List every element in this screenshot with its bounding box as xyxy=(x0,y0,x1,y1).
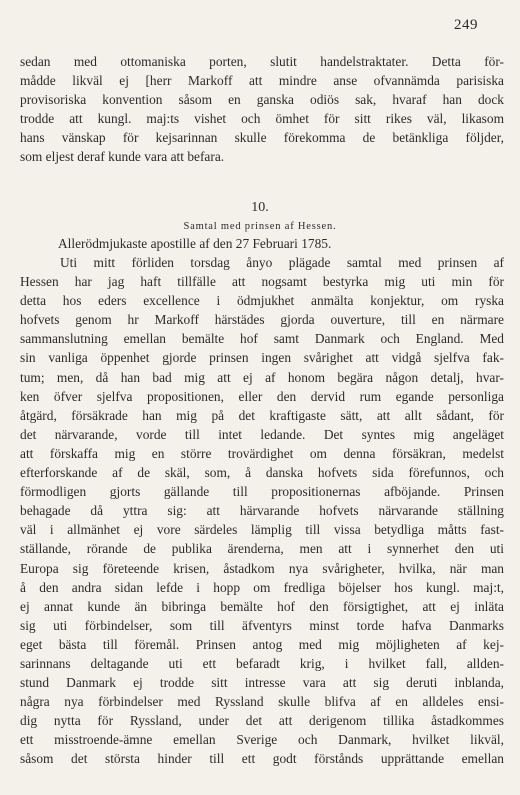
section-number: 10. xyxy=(251,200,269,215)
text-line: sig uti förbindelser, som till äfventyrs minst torde hafva Danmarks xyxy=(20,617,504,633)
text-line: sin vanliga öppenhet gjorde prinsen ingen svårighet att vidgå sjelfva fak- xyxy=(20,350,504,366)
text-line: som eljest deraf kunde vara att befara. xyxy=(20,149,225,165)
text-line: ett misstroende-ämne emellan Sverige och Danmark, hvilket likväl, xyxy=(20,732,504,748)
text-line: såsom det största hinder till ett godt förstånds upprättande emellan xyxy=(20,751,504,767)
text-line: några nya förbindelser med Ryssland skulle blifva af en alldeles ensi- xyxy=(20,694,504,710)
text-line: sammanslutning emellan bemälte hof samt Danmark och England. Med xyxy=(20,331,504,347)
text-line: hofvets genom hr Markoff härstädes gjorda ouverture, till en närmare xyxy=(20,312,504,328)
text-line: å den andra sidan lefde i hopp om fredliga böjelser hos kungl. maj:t, xyxy=(20,579,504,595)
text-line: Hessen har jag haft tillfälle att nogsamt bestyrka mig uti min för xyxy=(20,274,504,290)
text-line: eget bästa till föremål. Prinsen antog med mig möjligheten af kej- xyxy=(20,636,504,652)
text-line: efterforskande af de skäl, som, å danska hofvets sida förefunnos, och xyxy=(20,465,504,481)
text-line: stund Danmark ej trodde sitt intresse vara att sig deruti inblanda, xyxy=(20,675,504,691)
text-line: ken öfver sjelfva propositionen, eller den dervid rum egande personliga xyxy=(20,388,504,404)
text-line: dig nytta för Ryssland, under det att derigenom tillika åstadkommes xyxy=(20,713,504,729)
letter-salutation: Allerödmjukaste apostille af den 27 Februari 1785. xyxy=(58,236,332,251)
text-line: ej annat kunde än bibringa bemälte hof den försigtighet, att ej inläta xyxy=(20,598,504,614)
text-line: det närvarande, vorde till intet ledande. Det syntes mig angeläget xyxy=(20,426,504,442)
text-line: mådde likväl ej [herr Markoff att mindre anse ofvannämda parisiska xyxy=(20,73,504,89)
text-line: detta hos eders excellence i ödmjukhet anmälta konjektur, om ryska xyxy=(20,293,504,309)
text-line: väl i allmänhet ej vore särdeles lämplig till vissa betydliga måtts fast- xyxy=(20,522,504,538)
text-line: att förskaffa mig en större trovärdighet om denna försäkran, medelst xyxy=(20,445,504,461)
text-line: ställande, rörande de publika ärenderna, men att i synnerhet den uti xyxy=(20,541,504,557)
text-line: trodde att kungl. maj:ts vishet och ömhet för sitt rikes väl, likasom xyxy=(20,111,504,127)
text-line: sedan med ottomaniska porten, slutit handelstraktater. Detta för- xyxy=(20,54,504,69)
text-line: tum; men, då han bad mig att ej af honom begära någon detalj, hvar- xyxy=(20,369,504,385)
page-number: 249 xyxy=(454,17,478,33)
top-paragraph xyxy=(20,52,504,167)
section-subtitle: Samtal med prinsen af Hessen. xyxy=(183,221,337,232)
text-line: provisoriska konvention såsom en ganska odiös sak, hvaraf han dock xyxy=(20,92,504,108)
text-line: sarinnans deltagande uti ett befaradt krig, i hvilket fall, allden- xyxy=(20,655,504,671)
text-line: behagade då yttra sig: att härvarande hofvets närvarande ställning xyxy=(20,503,504,519)
text-line: förmodligen gjorts gällande till propositionernas afböjande. Prinsen xyxy=(20,484,504,500)
main-paragraph xyxy=(20,253,504,769)
text-line: Europa sig företeende krisen, åstadkom nya svårigheter, hvilka, när man xyxy=(20,560,504,576)
text-line: Uti mitt förliden torsdag ånyo plägade samtal med prinsen af xyxy=(60,255,504,270)
text-line: åtgärd, försäkrade han mig på det kraftigaste sätt, att allt sådant, för xyxy=(20,407,504,423)
text-line: hans vänskap för kejsarinnan skulle förekomma de betänkliga följder, xyxy=(20,130,504,146)
